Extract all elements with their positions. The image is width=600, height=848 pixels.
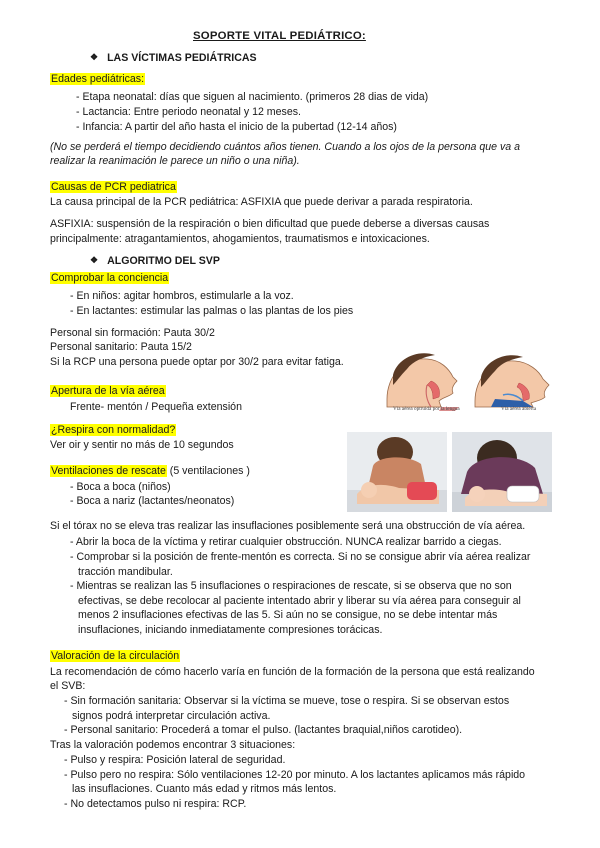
section-heading-algoritmo <box>90 255 220 268</box>
list-item-continuation: signos podrá interpretar circulación activa. <box>72 710 271 722</box>
respira-text: Ver oir y sentir no más de 10 segundos <box>50 439 234 451</box>
airway-caption-obstructed: Vía aérea optruida por la lengua <box>393 406 460 412</box>
respira-label: ¿Respira con normalidad? <box>51 424 176 436</box>
pauta-line-2: Personal sanitario: Pauta 15/2 <box>50 341 192 353</box>
asfixia-line-2: principalmente: atragantamientos, ahogamientos, traumatismos e intoxicaciones. <box>50 233 430 245</box>
circulacion-line-1: La recomendación de cómo hacerlo varía en función de la formación de la persona que está realizando <box>50 666 535 678</box>
section-heading-victimas <box>90 52 257 65</box>
note-line-2: realizar la reanimación le parece un niño o una niña). <box>50 155 300 167</box>
list-item: - Comprobar si la posición de frente-mentón es correcta. Si no se consigue abrir vía aérea realizar <box>70 551 531 563</box>
list-item-continuation: efectivas, se debe recolocar al paciente intentado abrir y liberar su vía aérea para conseguir al <box>78 595 521 607</box>
circulacion-line-2: el SVB: <box>50 680 86 692</box>
list-item: - Sin formación sanitaria: Observar si la víctima se mueve, tose o respira. Si se observan estos <box>64 695 510 707</box>
list-item: - Lactancia: Entre periodo neonatal y 12 meses. <box>76 106 301 118</box>
circulacion-label: Valoración de la circulación <box>51 650 180 662</box>
pauta-line-3: Si la RCP una persona puede optar por 30/2 para evitar fatiga. <box>50 356 344 368</box>
edades-label: Edades pediátricas: <box>51 73 145 85</box>
section-heading-text: LAS VÍCTIMAS PEDIÁTRICAS <box>107 52 257 64</box>
via-aerea-label: Apertura de la vía aérea <box>51 385 165 397</box>
conciencia-label: Comprobar la conciencia <box>51 272 169 284</box>
torax-text: Si el tórax no se eleva tras realizar las insuflaciones posiblemente será una obstrucción de vía aérea. <box>50 520 526 532</box>
list-item: - Personal sanitario: Procederá a tomar el pulso. (lactantes braquial,niños carotideo). <box>64 724 463 736</box>
list-item: - En niños: agitar hombros, estimularle a la voz. <box>70 290 294 302</box>
list-item: - En lactantes: estimular las palmas o las plantas de los pies <box>70 305 354 317</box>
list-item: - Boca a nariz (lactantes/neonatos) <box>70 495 235 507</box>
list-item-continuation: insuflaciones, iniciando inmediatamente compresiones torácicas. <box>78 624 383 636</box>
list-item: - Infancia: A partir del año hasta el inicio de la pubertad (12-14 años) <box>76 121 397 133</box>
causas-label: Causas de PCR pediatrica <box>51 181 176 193</box>
list-item: - Abrir la boca de la víctima y retirar cualquier obstrucción. NUNCA realizar barrido a ciegas. <box>70 536 502 548</box>
ventilaciones-label: Ventilaciones de rescate (5 ventilaciones ) <box>51 465 250 477</box>
airway-caption-open: Vía aérea abierta <box>501 406 537 412</box>
causas-text: La causa principal de la PCR pediátrica: ASFIXIA que puede derivar a parada respiratoria. <box>50 196 473 208</box>
list-item-continuation: tracción mandibular. <box>78 566 173 578</box>
via-aerea-text: Frente- mentón / Pequeña extensión <box>70 401 242 413</box>
rescue-breathing-photos <box>347 432 552 512</box>
situaciones-text: Tras la valoración podemos encontrar 3 situaciones: <box>50 739 296 751</box>
page-title: SOPORTE VITAL PEDIÁTRICO: <box>193 30 366 42</box>
airway-illustration <box>383 345 553 413</box>
list-item: - Etapa neonatal: días que siguen al nacimiento. (primeros 28 dias de vida) <box>76 91 429 103</box>
section-heading-text: ALGORITMO DEL SVP <box>107 255 220 267</box>
list-item-continuation: las insuflaciones. Cuanto más edad y ritmos más lentos. <box>72 783 337 795</box>
list-item: - No detectamos pulso ni respira: RCP. <box>64 798 247 810</box>
list-item: - Mientras se realizan las 5 insuflaciones o respiraciones de rescate, si se observa que no son <box>70 580 512 592</box>
asfixia-line-1: ASFIXIA: suspensión de la respiración o bien dificultad que puede deberse a diversas causas <box>50 218 490 230</box>
list-item: - Pulso y respira: Posición lateral de seguridad. <box>64 754 286 766</box>
list-item: - Pulso pero no respira: Sólo ventilaciones 12-20 por minuto. A los lactantes aplicamos más rápido <box>64 769 526 781</box>
list-item: - Boca a boca (niños) <box>70 481 171 493</box>
note-line-1: (No se perderá el tiempo decidiendo cuántos años tienen. Cuando a los ojos de la persona que va a <box>50 141 520 153</box>
list-item-continuation: menos 2 insuflaciones efectivas de las 5. Si aún no se consigue, no se debe intentar más <box>78 609 498 621</box>
pauta-line-1: Personal sin formación: Pauta 30/2 <box>50 327 215 339</box>
diamond-bullet-icon: ❖ <box>90 52 99 62</box>
diamond-bullet-icon: ❖ <box>90 255 99 265</box>
